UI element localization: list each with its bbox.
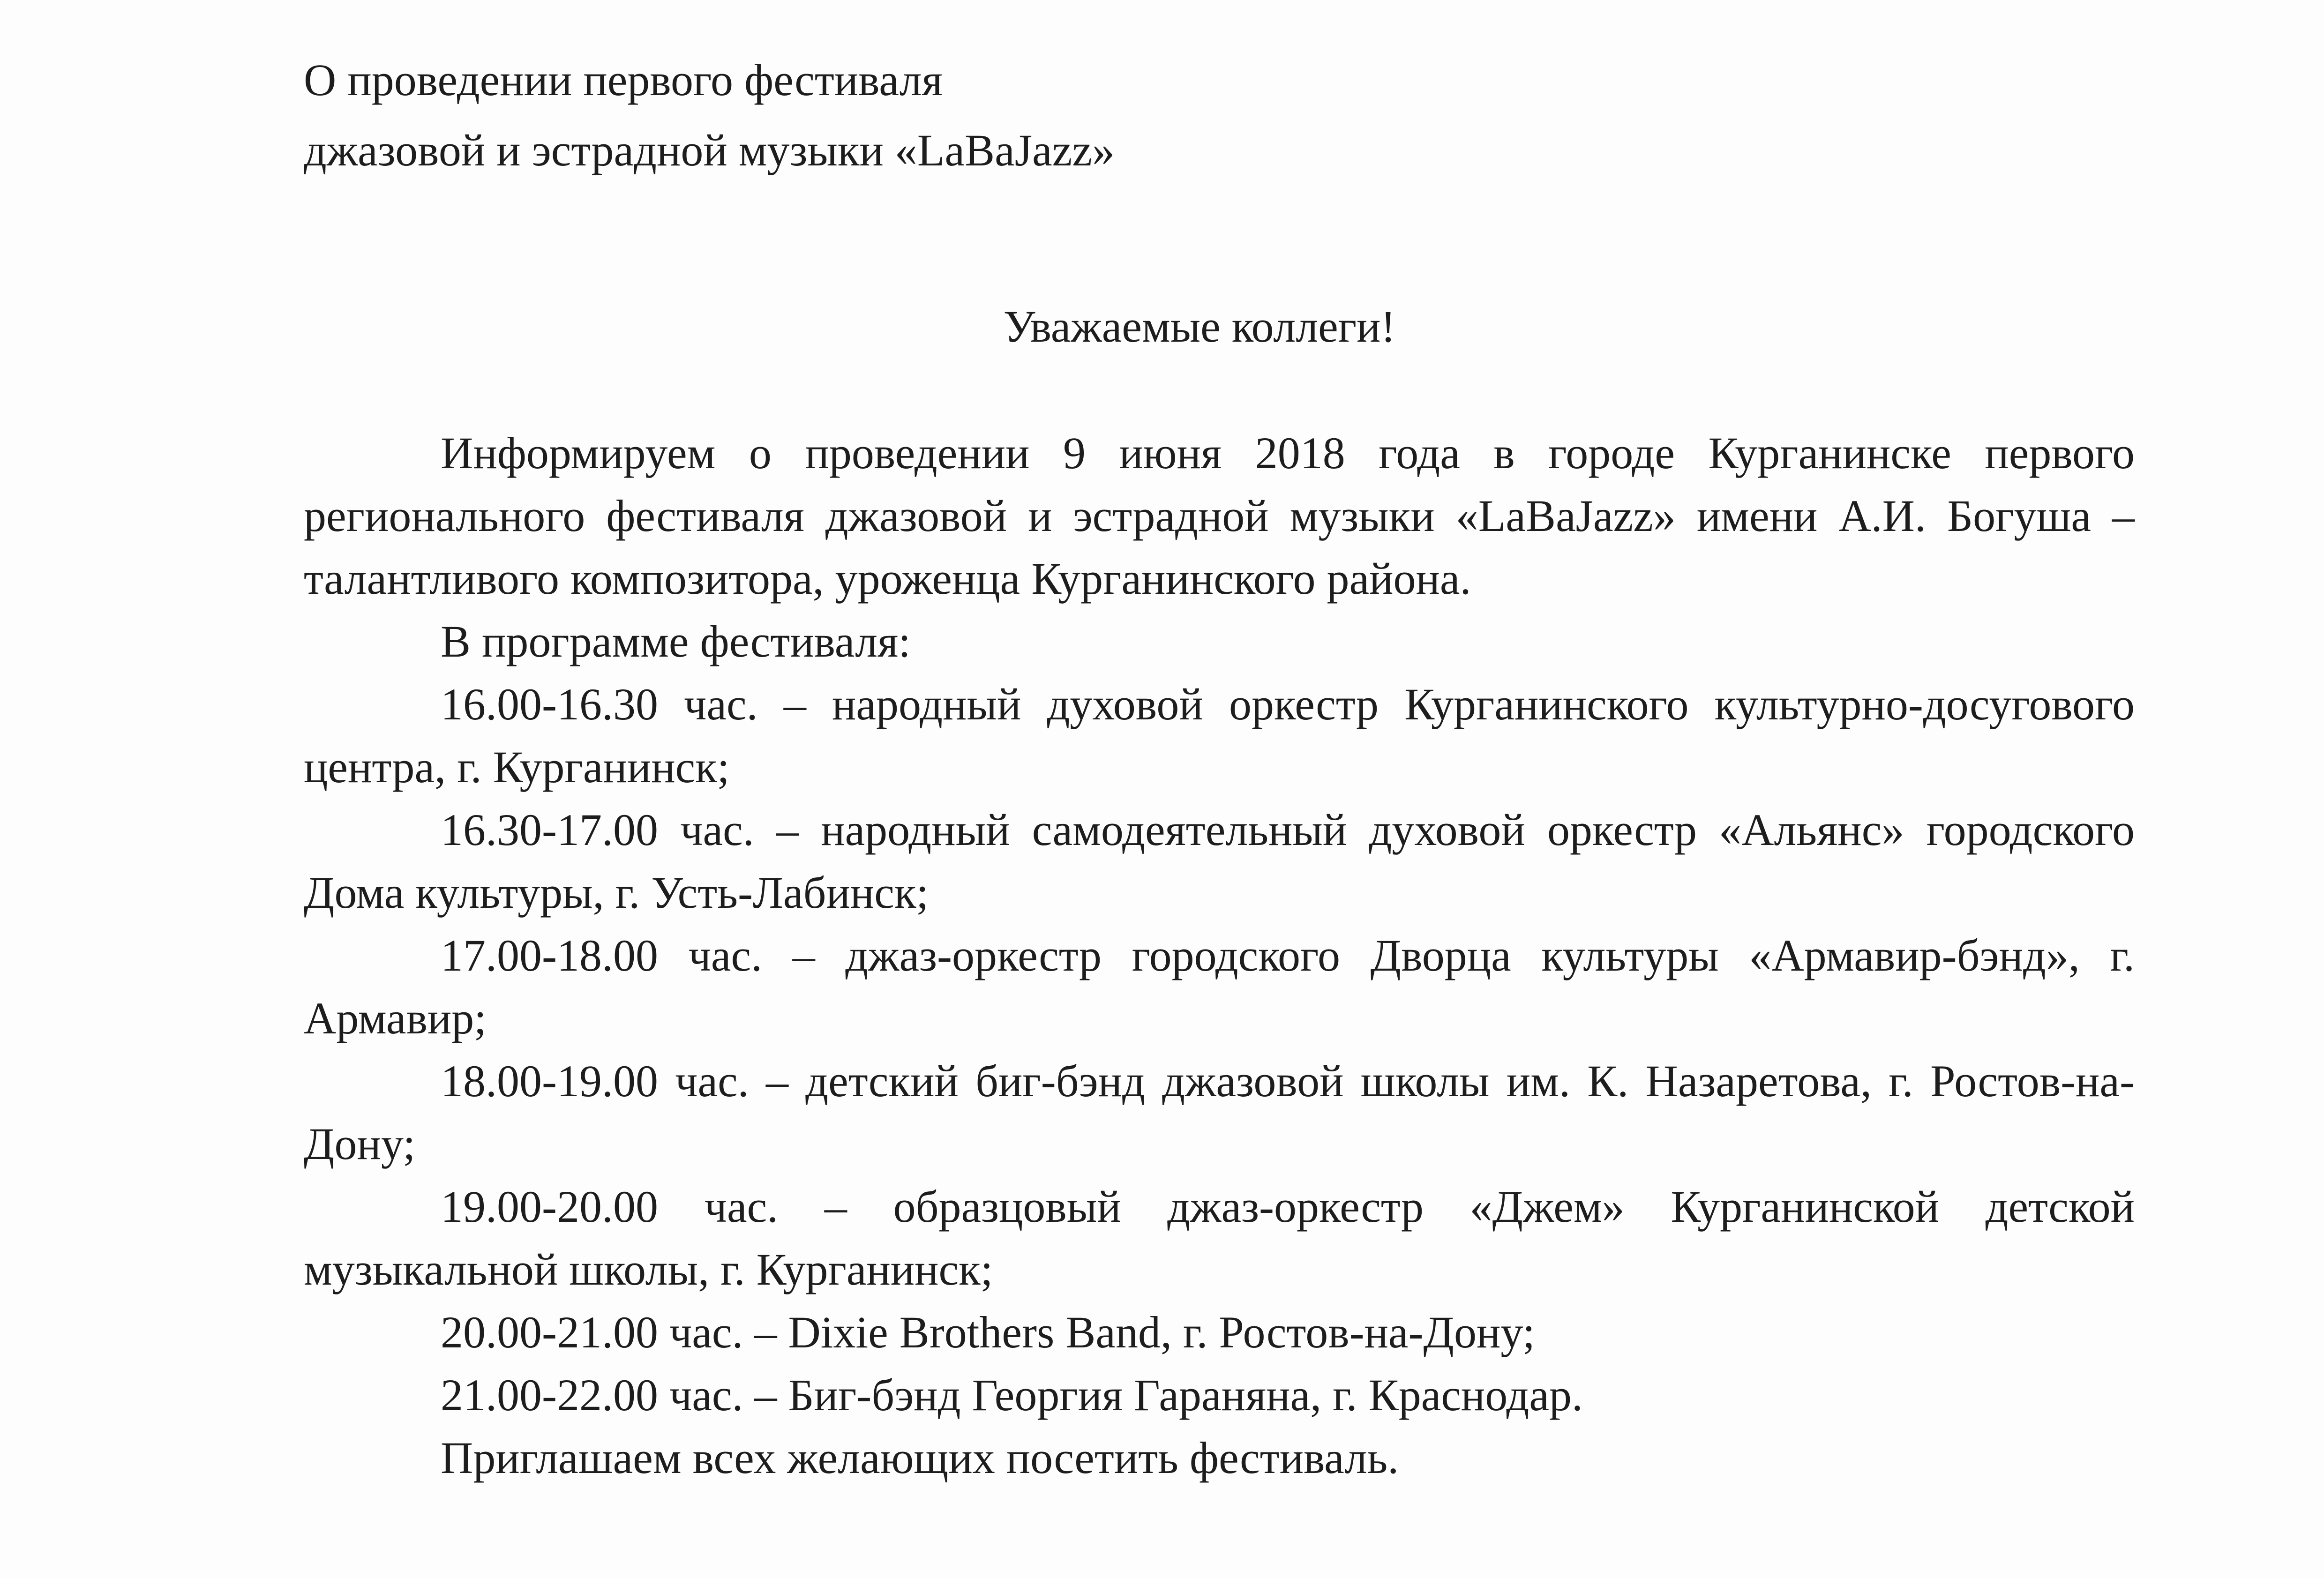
schedule-item: 19.00-20.00 час. – образцовый джаз-оркестр «Джем» Курганинской детской музыкальной школы, г. Курганинск; <box>304 1182 2135 1294</box>
subject-line-2: джазовой и эстрадной музыки «LaBaJazz» <box>304 125 1115 175</box>
subject-block <box>304 45 1522 186</box>
schedule-item: 20.00-21.00 час. – Dixie Brothers Band, г. Ростов-на-Дону; <box>441 1307 1535 1357</box>
letter-body <box>304 422 2135 1489</box>
schedule-item: 18.00-19.00 час. – детский биг-бэнд джазовой школы им. К. Назаретова, г. Ростов-на-Дону; <box>304 1056 2135 1169</box>
subject-line-1: О проведении первого фестиваля <box>304 55 943 105</box>
schedule-item: 21.00-22.00 час. – Биг-бэнд Георгия Гараняна, г. Краснодар. <box>441 1370 1583 1420</box>
schedule-item: 16.30-17.00 час. – народный самодеятельный духовой оркестр «Альянс» городского Дома культуры, г. Усть-Лабинск; <box>304 805 2135 918</box>
greeting: Уважаемые коллеги! <box>1003 301 1396 351</box>
intro-paragraph: Информируем о проведении 9 июня 2018 года в городе Курганинске первого регионального фестиваля джазовой и эстрадной музыки «LaBaJazz» имени А.И. Богуша – талантливого композитора, уроженца Курганинского района. <box>304 428 2135 604</box>
schedule-item: 17.00-18.00 час. – джаз-оркестр городского Дворца культуры «Армавир-бэнд», г. Армавир; <box>304 930 2135 1043</box>
schedule-item: 16.00-16.30 час. – народный духовой оркестр Курганинского культурно-досугового центра, г. Курганинск; <box>304 679 2135 792</box>
program-heading: В программе фестиваля: <box>441 616 911 666</box>
invitation: Приглашаем всех желающих посетить фестиваль. <box>441 1433 1399 1483</box>
